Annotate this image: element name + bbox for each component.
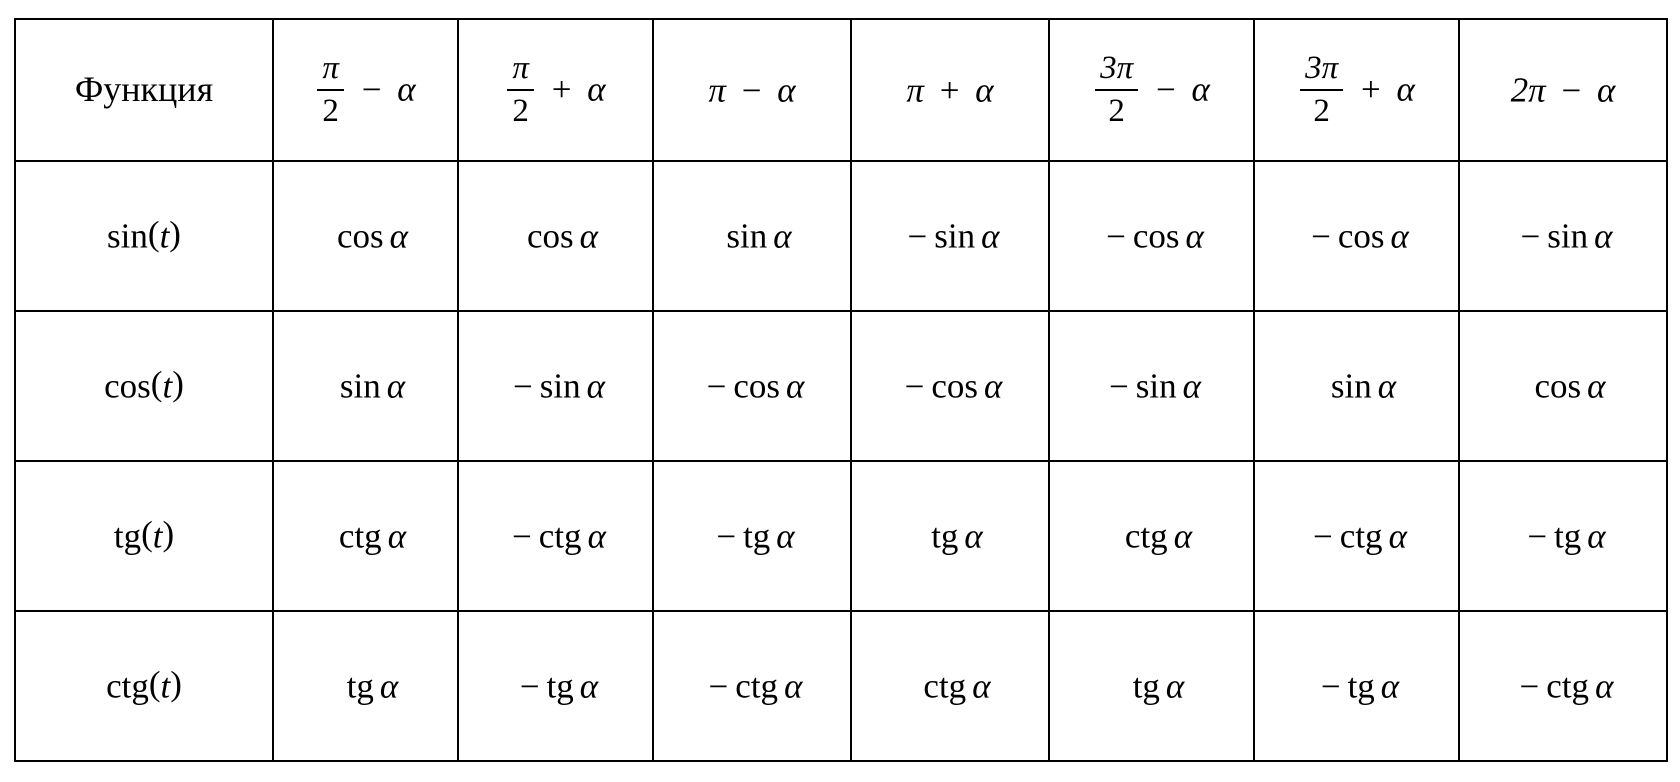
value-argument: α bbox=[1377, 367, 1397, 407]
table-cell bbox=[1254, 461, 1459, 611]
value-function: sin bbox=[1135, 367, 1177, 407]
table-cell bbox=[653, 311, 851, 461]
table-cell bbox=[1459, 611, 1667, 761]
value-sign: − bbox=[519, 667, 540, 707]
value-argument: α bbox=[786, 367, 805, 407]
function-argument: t bbox=[160, 667, 171, 707]
operator-plus: + bbox=[939, 71, 960, 111]
value-argument: α bbox=[964, 517, 983, 557]
value-sign: − bbox=[1109, 367, 1129, 407]
value-function: sin bbox=[539, 367, 581, 407]
value-argument: α bbox=[587, 517, 606, 557]
value-function: ctg bbox=[1124, 517, 1168, 557]
value-argument: α bbox=[1165, 667, 1185, 707]
function-argument: t bbox=[159, 217, 170, 257]
table-cell bbox=[458, 461, 653, 611]
value-sign: − bbox=[706, 367, 727, 407]
value-sign: − bbox=[1520, 217, 1541, 257]
value-sign: − bbox=[907, 217, 928, 257]
value-function: sin bbox=[1330, 367, 1372, 407]
value-function: tg bbox=[1554, 517, 1582, 557]
alpha-symbol: α bbox=[397, 69, 416, 109]
value-function: sin bbox=[934, 217, 976, 257]
value-function: tg bbox=[1347, 667, 1375, 707]
fraction-pi-over-2 bbox=[507, 50, 534, 130]
table-cell bbox=[458, 161, 653, 311]
table-cell bbox=[1254, 161, 1459, 311]
value-argument: α bbox=[1185, 217, 1204, 257]
table-cell bbox=[1049, 461, 1254, 611]
value-sign: − bbox=[1106, 217, 1126, 257]
alpha-symbol: α bbox=[975, 71, 994, 111]
table-cell bbox=[458, 611, 653, 761]
header-cell-3pi2-plus-alpha bbox=[1254, 19, 1459, 161]
value-function: tg bbox=[346, 667, 374, 707]
table-cell bbox=[653, 611, 851, 761]
fraction-numerator: π bbox=[507, 50, 534, 91]
value-argument: α bbox=[1390, 217, 1409, 257]
header-cell-pi2-plus-alpha bbox=[458, 19, 653, 161]
table-row bbox=[15, 611, 1667, 761]
table-cell bbox=[851, 611, 1049, 761]
table-cell bbox=[851, 461, 1049, 611]
table-cell bbox=[851, 161, 1049, 311]
value-sign: − bbox=[513, 367, 533, 407]
operator-minus: − bbox=[741, 71, 762, 111]
value-argument: α bbox=[984, 367, 1003, 407]
fraction-3pi-over-2 bbox=[1300, 50, 1343, 130]
value-function: ctg bbox=[538, 517, 582, 557]
value-argument: α bbox=[579, 217, 599, 257]
header-cell-pi-minus-alpha bbox=[653, 19, 851, 161]
function-name: cos bbox=[104, 367, 151, 407]
row-function-label: ctg(t) bbox=[15, 611, 273, 761]
table-cell bbox=[1254, 311, 1459, 461]
value-sign: − bbox=[1313, 517, 1333, 557]
fraction-denominator: 2 bbox=[1108, 93, 1125, 129]
two-pi-symbol: 2π bbox=[1510, 71, 1546, 111]
alpha-symbol: α bbox=[1191, 69, 1210, 109]
value-sign: − bbox=[1519, 667, 1540, 707]
function-name: tg bbox=[113, 517, 142, 557]
table-cell bbox=[1254, 611, 1459, 761]
header-cell-3pi2-minus-alpha bbox=[1049, 19, 1254, 161]
value-sign: − bbox=[708, 667, 729, 707]
fraction-denominator: 2 bbox=[322, 93, 339, 129]
value-sign: − bbox=[716, 517, 737, 557]
header-cell-2pi-minus-alpha bbox=[1459, 19, 1667, 161]
table-row bbox=[15, 311, 1667, 461]
fraction-denominator: 2 bbox=[1313, 93, 1330, 129]
value-function: ctg bbox=[338, 517, 382, 557]
value-argument: α bbox=[972, 667, 991, 707]
alpha-symbol: α bbox=[587, 69, 606, 109]
fraction-3pi-over-2 bbox=[1095, 50, 1138, 130]
table-cell bbox=[1049, 311, 1254, 461]
value-argument: α bbox=[776, 517, 795, 557]
function-argument: t bbox=[162, 367, 173, 407]
table-cell bbox=[653, 461, 851, 611]
value-sign: − bbox=[1320, 667, 1341, 707]
value-argument: α bbox=[773, 217, 792, 257]
table-cell bbox=[273, 161, 458, 311]
header-label-function: Функция bbox=[74, 69, 214, 109]
table-cell bbox=[273, 311, 458, 461]
table-cell bbox=[851, 311, 1049, 461]
fraction-numerator: π bbox=[317, 50, 344, 91]
value-argument: α bbox=[1587, 367, 1606, 407]
table-row bbox=[15, 461, 1667, 611]
value-argument: α bbox=[981, 217, 1000, 257]
function-argument: t bbox=[152, 517, 163, 557]
value-function: ctg bbox=[735, 667, 779, 707]
table-cell bbox=[1459, 161, 1667, 311]
table-cell bbox=[458, 311, 653, 461]
function-name: sin bbox=[107, 217, 148, 257]
reduction-formulas-table bbox=[14, 18, 1668, 762]
table-cell bbox=[273, 611, 458, 761]
row-function-label: sin(t) bbox=[15, 161, 273, 311]
alpha-symbol: α bbox=[1396, 69, 1415, 109]
fraction-numerator: 3π bbox=[1300, 50, 1343, 91]
value-sign: − bbox=[1527, 517, 1548, 557]
value-function: sin bbox=[1547, 217, 1589, 257]
value-function: tg bbox=[546, 667, 574, 707]
value-function: sin bbox=[726, 217, 768, 257]
value-argument: α bbox=[1380, 667, 1400, 707]
value-function: tg bbox=[743, 517, 771, 557]
value-argument: α bbox=[1594, 217, 1613, 257]
value-argument: α bbox=[1587, 517, 1606, 557]
value-function: cos bbox=[931, 367, 979, 407]
value-argument: α bbox=[586, 367, 605, 407]
value-argument: α bbox=[387, 517, 407, 557]
value-function: cos bbox=[733, 367, 781, 407]
value-argument: α bbox=[1173, 517, 1193, 557]
value-function: cos bbox=[1337, 217, 1385, 257]
table-cell bbox=[1459, 311, 1667, 461]
alpha-symbol: α bbox=[1596, 71, 1616, 111]
header-cell-pi2-minus-alpha bbox=[273, 19, 458, 161]
value-argument: α bbox=[784, 667, 803, 707]
value-function: sin bbox=[339, 367, 381, 407]
header-cell-function bbox=[15, 19, 273, 161]
fraction-numerator: 3π bbox=[1095, 50, 1138, 91]
table-cell bbox=[1459, 461, 1667, 611]
value-argument: α bbox=[579, 667, 599, 707]
value-argument: α bbox=[386, 367, 406, 407]
table-row bbox=[15, 161, 1667, 311]
value-function: cos bbox=[1132, 217, 1180, 257]
operator-minus: − bbox=[1561, 71, 1582, 111]
row-function-label: tg(t) bbox=[15, 461, 273, 611]
operator-minus: − bbox=[361, 69, 382, 109]
value-sign: − bbox=[1311, 217, 1331, 257]
row-function-label: cos(t) bbox=[15, 311, 273, 461]
pi-symbol: π bbox=[708, 71, 726, 111]
value-argument: α bbox=[1595, 667, 1614, 707]
table-cell bbox=[273, 461, 458, 611]
operator-minus: − bbox=[1155, 69, 1176, 109]
value-function: tg bbox=[1132, 667, 1160, 707]
value-argument: α bbox=[379, 667, 399, 707]
header-cell-pi-plus-alpha bbox=[851, 19, 1049, 161]
pi-symbol: π bbox=[906, 71, 924, 111]
alpha-symbol: α bbox=[777, 71, 796, 111]
table-cell bbox=[653, 161, 851, 311]
value-argument: α bbox=[389, 217, 409, 257]
value-function: ctg bbox=[923, 667, 967, 707]
operator-plus: + bbox=[551, 69, 572, 109]
value-function: ctg bbox=[1546, 667, 1590, 707]
value-function: cos bbox=[1534, 367, 1582, 407]
value-argument: α bbox=[1182, 367, 1201, 407]
value-function: cos bbox=[336, 217, 384, 257]
function-name: ctg bbox=[106, 667, 149, 707]
value-sign: − bbox=[904, 367, 925, 407]
table-cell bbox=[1049, 611, 1254, 761]
value-sign: − bbox=[512, 517, 532, 557]
value-argument: α bbox=[1388, 517, 1407, 557]
table-header-row bbox=[15, 19, 1667, 161]
fraction-denominator: 2 bbox=[512, 93, 529, 129]
fraction-pi-over-2 bbox=[317, 50, 344, 130]
table-cell bbox=[1049, 161, 1254, 311]
value-function: cos bbox=[526, 217, 574, 257]
value-function: tg bbox=[931, 517, 959, 557]
operator-plus: + bbox=[1360, 69, 1381, 109]
value-function: ctg bbox=[1339, 517, 1383, 557]
